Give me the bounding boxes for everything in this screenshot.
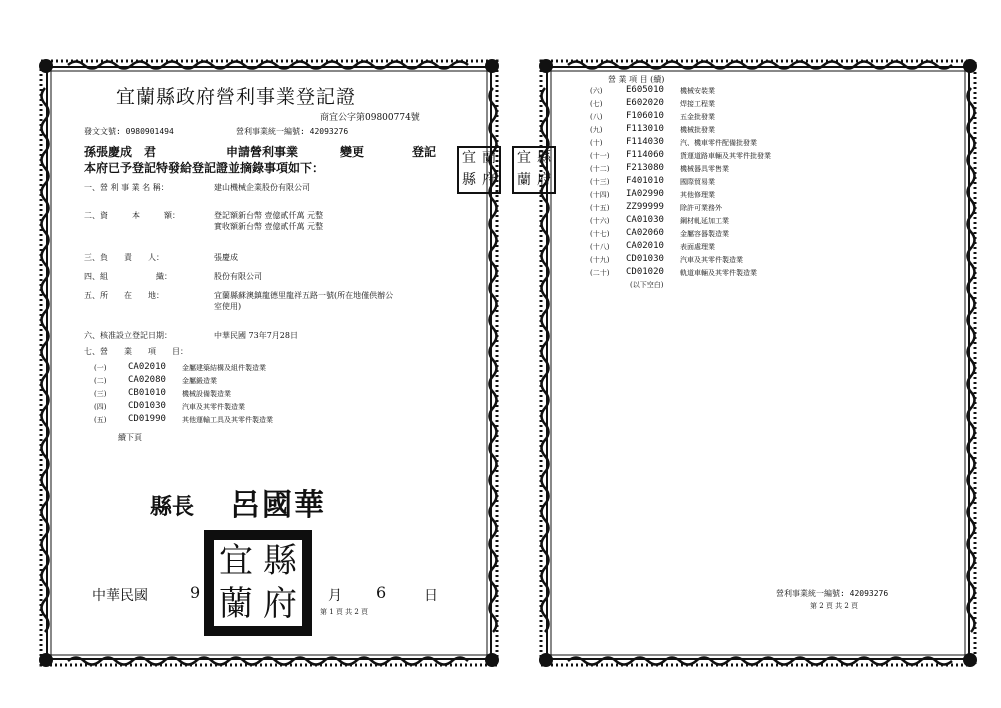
business-idx: (十七) [590, 230, 610, 238]
business-code: F213080 [626, 163, 664, 173]
business-idx: (十四) [590, 191, 610, 199]
business-name: 金屬建築結構及組件製造業 [182, 364, 266, 372]
unified-number: 營利事業統一編號: 42093276 [776, 589, 889, 598]
date-day: 6 [376, 583, 387, 602]
business-idx: (二) [94, 377, 107, 385]
item-label-business-items: 七、營 業 項 目： [84, 347, 188, 356]
date-month-label: 月 [328, 588, 342, 604]
item-label-organization: 四、組 織： [84, 272, 172, 281]
business-idx: (四) [94, 403, 107, 411]
business-idx: (五) [94, 416, 107, 424]
business-idx: (七) [590, 100, 603, 108]
apply-label: 申請營利事業 [226, 145, 299, 159]
business-name: 表面處理業 [680, 243, 715, 251]
business-code: CD01030 [128, 401, 166, 411]
magistrate-signature: 呂國華 [230, 488, 326, 523]
business-code: CD01030 [626, 254, 664, 264]
business-code: CA01030 [626, 215, 664, 225]
business-code: F106010 [626, 111, 664, 121]
item-value-address-cont: 室使用) [214, 302, 242, 311]
item-value-organization: 股份有限公司 [214, 272, 262, 281]
send-number: 發文文號: 0980901494 [84, 127, 174, 136]
certificate-title: 宜蘭縣政府營利事業登記證 [116, 86, 357, 108]
page-info: 第 2 頁 共 2 頁 [810, 602, 859, 610]
business-idx: (十三) [590, 178, 610, 186]
business-name: 汽車及其零件製造業 [182, 403, 245, 411]
item-value-capital: 登記額新台幣 壹億貳仟萬 元整 [214, 211, 324, 220]
business-name: 汽、機車零件配備批發業 [680, 139, 757, 147]
item-label-address: 五、所 在 地： [84, 291, 164, 300]
business-code: F114030 [626, 137, 664, 147]
continued-note: 續下頁 [118, 433, 142, 442]
date-era: 中華民國 [92, 588, 148, 604]
business-name: 焊接工程業 [680, 100, 715, 108]
business-code: F114060 [626, 150, 664, 160]
business-code: CD01020 [626, 267, 664, 277]
business-name: 鋼材軋延加工業 [680, 217, 729, 225]
item-label-capital: 二、資 本 額： [84, 211, 180, 220]
business-name: 機械設備製造業 [182, 390, 231, 398]
business-idx: (六) [590, 87, 603, 95]
certificate-page-2 [517, 58, 978, 668]
business-name: 五金批發業 [680, 113, 715, 121]
date-year: 9 [190, 583, 201, 602]
business-idx: (一) [94, 364, 107, 372]
business-idx: (九) [590, 126, 603, 134]
official-seal-stamp: 宜 縣 蘭 府 [204, 530, 312, 636]
business-code: CA02010 [128, 362, 166, 372]
intro-text: 本府已予登記特發給登記證並摘錄事項如下： [84, 161, 325, 175]
business-code: CA02060 [626, 228, 664, 238]
item-label-approval-date: 六、核准設立登記日期： [84, 331, 172, 340]
ornamental-border [538, 58, 978, 668]
addressee: 孫張慶成 君 [84, 145, 157, 159]
business-code: F401010 [626, 176, 664, 186]
business-code: CB01010 [128, 388, 166, 398]
business-idx: (十一) [590, 152, 610, 160]
end-note: (以下空白) [630, 281, 664, 289]
item-label-representative: 三、負 責 人： [84, 253, 164, 262]
business-idx: (二十) [590, 269, 610, 277]
business-code: CA02080 [128, 375, 166, 385]
business-name: 貨運道路車輛及其零件批發業 [680, 152, 771, 160]
business-name: 機械批發業 [680, 126, 715, 134]
business-name: 其他修理業 [680, 191, 715, 199]
item-value-address: 宜蘭縣蘇澳鎮龍德里龍祥五路一號(所在地僅供辦公 [214, 291, 394, 300]
business-name: 其他運輸工具及其零件製造業 [182, 416, 273, 424]
continued-header: 營 業 項 目 (續) [608, 75, 665, 84]
item-value-approval-date: 中華民國 73年7月28日 [214, 331, 298, 340]
business-idx: (八) [590, 113, 603, 121]
seal-fragment-stamp: 宜 縣 蘭 府 [512, 146, 556, 194]
business-name: 機械器具零售業 [680, 165, 729, 173]
page-info: 第 1 頁 共 2 頁 [320, 608, 369, 616]
item-value-paid-capital: 實收額新台幣 壹億貳仟萬 元整 [214, 222, 324, 231]
business-name: 軌道車輛及其零件製造業 [680, 269, 757, 277]
date-day-label: 日 [424, 588, 438, 604]
business-idx: (十九) [590, 256, 610, 264]
document-number: 商宜公字第09800774號 [320, 113, 420, 123]
certificate-page-1 [38, 58, 500, 668]
business-code: E602020 [626, 98, 664, 108]
business-name: 機械安裝業 [680, 87, 715, 95]
business-code: F113010 [626, 124, 664, 134]
business-idx: (三) [94, 390, 107, 398]
magistrate-title: 縣長 [150, 494, 195, 520]
business-code: CA02010 [626, 241, 664, 251]
business-idx: (十五) [590, 204, 610, 212]
item-label-name: 一、營 利 事 業 名 稱： [84, 183, 169, 192]
business-code: E605010 [626, 85, 664, 95]
business-code: IA02990 [626, 189, 664, 199]
business-idx: (十) [590, 139, 603, 147]
small-seal-stamp: 宜 蘭 縣 府 [457, 146, 501, 194]
item-value-name: 建山機械企業股份有限公司 [214, 183, 310, 192]
item-value-representative: 張慶成 [214, 253, 238, 262]
register-label: 登記 [412, 145, 437, 159]
business-idx: (十六) [590, 217, 610, 225]
business-code: CD01990 [128, 414, 166, 424]
change-label: 變更 [340, 145, 365, 159]
business-name: 金屬容器製造業 [680, 230, 729, 238]
business-name: 國際貿易業 [680, 178, 715, 186]
business-idx: (十二) [590, 165, 610, 173]
business-idx: (十八) [590, 243, 610, 251]
business-code: ZZ99999 [626, 202, 664, 212]
business-name: 除許可業務外 [680, 204, 722, 212]
business-name: 金屬鍛造業 [182, 377, 217, 385]
unified-number: 營利事業統一編號: 42093276 [236, 127, 349, 136]
business-name: 汽車及其零件製造業 [680, 256, 743, 264]
